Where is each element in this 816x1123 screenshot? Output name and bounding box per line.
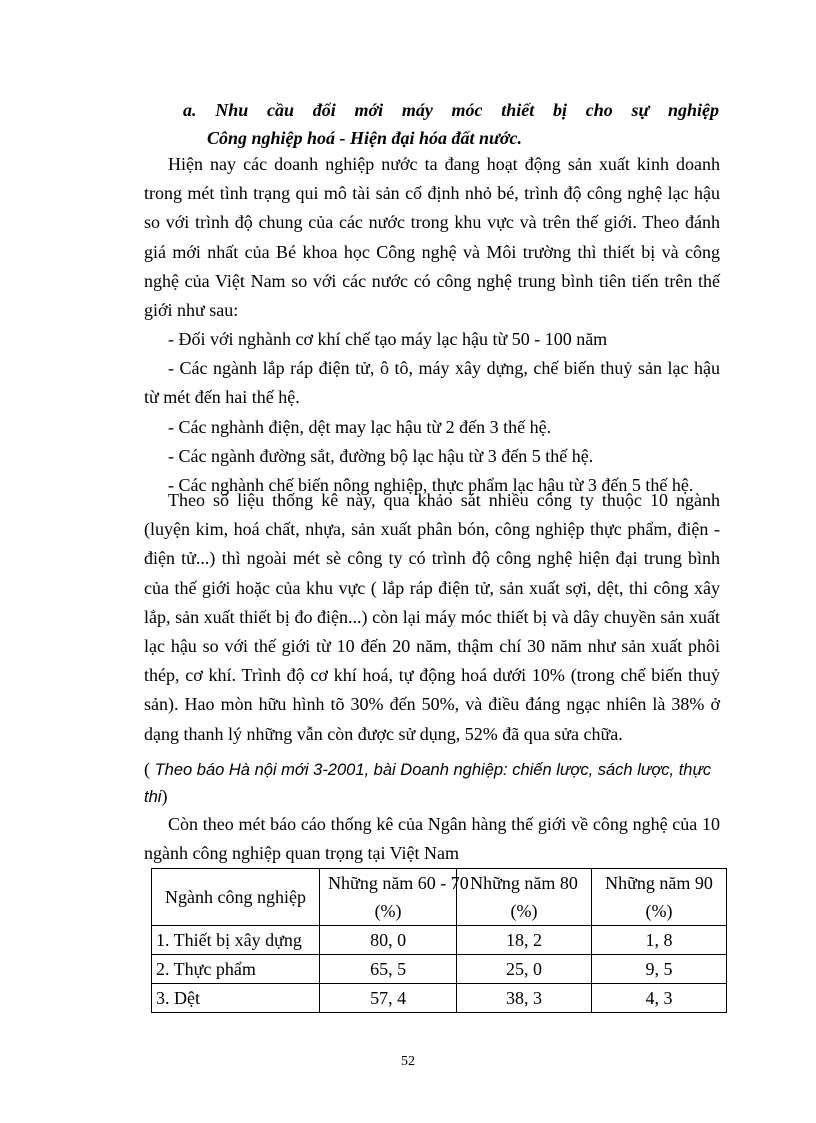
table-row <box>152 984 727 1013</box>
row-value-60-70: 65, 5 <box>320 955 457 984</box>
technology-table <box>151 868 727 1013</box>
header-industry: Ngành công nghiệp <box>152 869 320 926</box>
citation-text: Theo báo Hà nội mới 3-2001, bài Doanh nghiệp: chiến lược, sách lược, thực thi <box>144 761 712 806</box>
row-value-60-70: 80, 0 <box>320 926 457 955</box>
paragraph-worldbank: Còn theo mét báo cáo thống kê của Ngân hàng thế giới về công nghệ của 10 ngành công nghiệp quan trọng tại Việt Nam <box>144 814 720 864</box>
row-industry-name: 3. Dệt <box>152 984 320 1013</box>
row-value-90: 1, 8 <box>592 926 727 955</box>
header-90-label: Những năm 90 <box>605 873 713 893</box>
citation-close-paren: ) <box>161 786 168 806</box>
row-value-60-70: 57, 4 <box>320 984 457 1013</box>
header-60-70-unit: (%) <box>374 901 402 921</box>
header-80-unit: (%) <box>510 901 538 921</box>
row-value-90: 9, 5 <box>592 955 727 984</box>
bullet-item: - Đối với nghành cơ khí chế tạo máy lạc hậu từ 50 - 100 năm <box>168 329 608 349</box>
bullet-item: - Các ngành lắp ráp điện tử, ô tô, máy xây dựng, chế biến thuỷ sản lạc hậu từ mét đến hai thế hệ. <box>144 358 720 408</box>
header-decade-60-70 <box>320 869 469 926</box>
section-heading-line2: Công nghiệp hoá - Hiện đại hóa đất nước. <box>207 128 522 148</box>
table-header-row <box>152 869 727 926</box>
paragraph-survey: Theo số liệu thống kê này, qua khảo sát nhiều công ty thuộc 10 ngành (luyện kim, hoá chất, nhựa, sản xuất phân bón, công nghiệp thực phẩm, điện - điện tử...) thì ngoài mét sè công ty có trình độ công nghệ hiện đại trung bình của thế giới hoặc của khu vực ( lắp ráp điện tử, sản xuất sợi, dệt, thi công xây lắp, sản xuất thiết bị đo điện...) còn lại máy móc thiết bị và dây chuyền sản xuất lạc hậu so với thế giới từ 10 đến 20 năm, thậm chí 30 năm như sản xuất phôi thép, cơ khí. Trình độ cơ khí hoá, tự động hoá dưới 10% (trong chế biến thuỷ sản). Hao mòn hữu hình tõ 30% đến 50%, và điều đáng ngạc nhiên là 38% ở dạng thanh lý những vẫn còn được sử dụng, 52% đã qua sửa chữa. <box>144 490 720 744</box>
row-value-80: 18, 2 <box>457 926 592 955</box>
page-number: 52 <box>401 1054 415 1069</box>
header-decade-90 <box>592 869 727 926</box>
row-industry-name: 1. Thiết bị xây dựng <box>152 926 320 955</box>
bullet-item: - Các ngành đường sắt, đường bộ lạc hậu từ 3 đến 5 thế hệ. <box>168 445 594 466</box>
row-value-80: 25, 0 <box>457 955 592 984</box>
header-60-70-label: Những năm 60 - 70 <box>328 873 469 893</box>
bullet-item: - Các nghành điện, dệt may lạc hậu từ 2 đến 3 thế hệ. <box>168 416 552 437</box>
source-citation <box>144 756 720 810</box>
bullet-item: - Các nghành chế biến nông nghiệp, thực phẩm lạc hậu từ 3 đến 5 thế hệ. <box>168 475 694 496</box>
row-value-90: 4, 3 <box>592 984 727 1013</box>
section-heading-text-1: a. Nhu cầu đổi mới máy móc thiết bị cho sự nghiệp <box>183 100 719 120</box>
table-row <box>152 926 727 955</box>
row-industry-name: 2. Thực phẩm <box>152 955 320 984</box>
section-heading-line1 <box>183 96 719 124</box>
header-80-label: Những năm 80 <box>470 873 578 893</box>
paragraph-intro-first-line: Hiện nay các doanh nghiệp nước ta đang hoạt động sản xuất kinh doanh <box>168 154 720 174</box>
paragraph-intro-rest: trong mét tình trạng qui mô tài sản cố định nhỏ bé, trình độ công nghệ lạc hậu so với trình độ chung của các nước trong khu vực và trên thế giới. Theo đánh giá mới nhất của Bé khoa học Công nghệ và Môi trường thì thiết bị và công nghệ của Việt Nam so với các nước có công nghệ trung bình tiên tiến trên thế giới như sau: <box>144 183 720 321</box>
row-value-80: 38, 3 <box>457 984 592 1013</box>
header-90-unit: (%) <box>645 901 673 921</box>
header-decade-80 <box>457 869 592 926</box>
table-row <box>152 955 727 984</box>
citation-open-paren: ( <box>144 759 150 779</box>
bullet-list <box>144 325 720 500</box>
paragraph-intro <box>144 150 720 325</box>
